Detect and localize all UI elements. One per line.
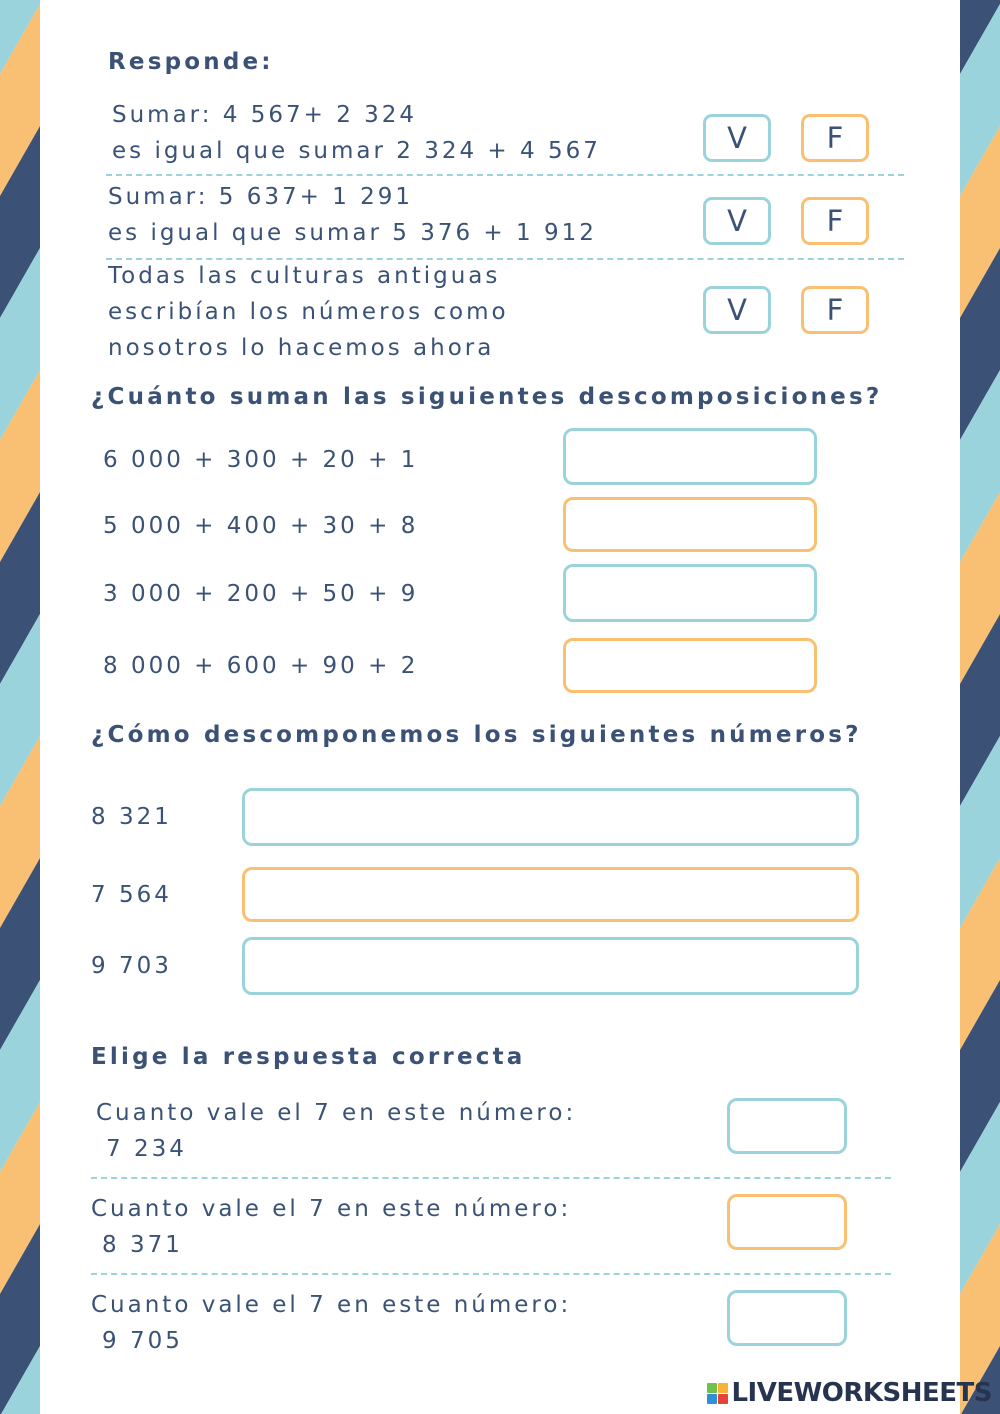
q1-true-button[interactable]: V [703, 114, 771, 162]
decomposition-expression: 5 000 + 400 + 30 + 8 [103, 513, 419, 539]
question-2-line-2: es igual que sumar 5 376 + 1 912 [108, 220, 597, 246]
question-1-line-1: Sumar: 4 567+ 2 324 [112, 102, 418, 128]
decomposition-expression: 8 000 + 600 + 90 + 2 [103, 653, 419, 679]
question-3-line-2: escribían los números como [108, 299, 509, 325]
logo-blocks-icon [707, 1383, 728, 1404]
decomposition-answer-input[interactable] [242, 788, 859, 846]
sum-answer-input[interactable] [563, 564, 817, 622]
question-3-line-3: nosotros lo hacemos ahora [108, 335, 495, 361]
question-3-line-1: Todas las culturas antiguas [108, 263, 501, 289]
q1-false-button[interactable]: F [801, 114, 869, 162]
q2-true-button[interactable]: V [703, 197, 771, 245]
place-value-number: 7 234 [106, 1136, 187, 1162]
decomposition-expression: 6 000 + 300 + 20 + 1 [103, 447, 419, 473]
sum-answer-input[interactable] [563, 497, 817, 552]
q3-true-button[interactable]: V [703, 286, 771, 334]
question-1-line-2: es igual que sumar 2 324 + 4 567 [112, 138, 601, 164]
decomposition-answer-input[interactable] [242, 937, 859, 995]
divider [91, 1273, 891, 1275]
decomposition-answer-input[interactable] [242, 867, 859, 922]
section-heading-decompose: ¿Cómo descomponemos los siguientes números? [91, 722, 862, 748]
question-2-line-1: Sumar: 5 637+ 1 291 [108, 184, 414, 210]
decomposition-expression: 3 000 + 200 + 50 + 9 [103, 581, 419, 607]
sum-answer-input[interactable] [563, 638, 817, 693]
place-value-number: 9 705 [102, 1328, 183, 1354]
divider [106, 174, 904, 176]
liveworksheets-logo [707, 1378, 992, 1408]
divider [91, 1177, 891, 1179]
logo-text: LIVEWORKSHEETS [731, 1378, 992, 1408]
section-heading-choose: Elige la respuesta correcta [91, 1044, 526, 1070]
number-to-decompose: 8 321 [91, 804, 172, 830]
place-value-answer-input[interactable] [727, 1290, 847, 1346]
section-heading-respond: Responde: [108, 49, 274, 75]
place-value-question: Cuanto vale el 7 en este número: [96, 1100, 577, 1126]
section-heading-sums: ¿Cuánto suman las siguientes descomposiciones? [91, 384, 883, 410]
place-value-answer-input[interactable] [727, 1194, 847, 1250]
place-value-question: Cuanto vale el 7 en este número: [91, 1292, 572, 1318]
sum-answer-input[interactable] [563, 428, 817, 485]
place-value-number: 8 371 [102, 1232, 183, 1258]
number-to-decompose: 7 564 [91, 882, 172, 908]
q2-false-button[interactable]: F [801, 197, 869, 245]
left-stripe-border [0, 0, 40, 1414]
right-stripe-border [960, 0, 1000, 1414]
place-value-answer-input[interactable] [727, 1098, 847, 1154]
q3-false-button[interactable]: F [801, 286, 869, 334]
number-to-decompose: 9 703 [91, 953, 172, 979]
place-value-question: Cuanto vale el 7 en este número: [91, 1196, 572, 1222]
